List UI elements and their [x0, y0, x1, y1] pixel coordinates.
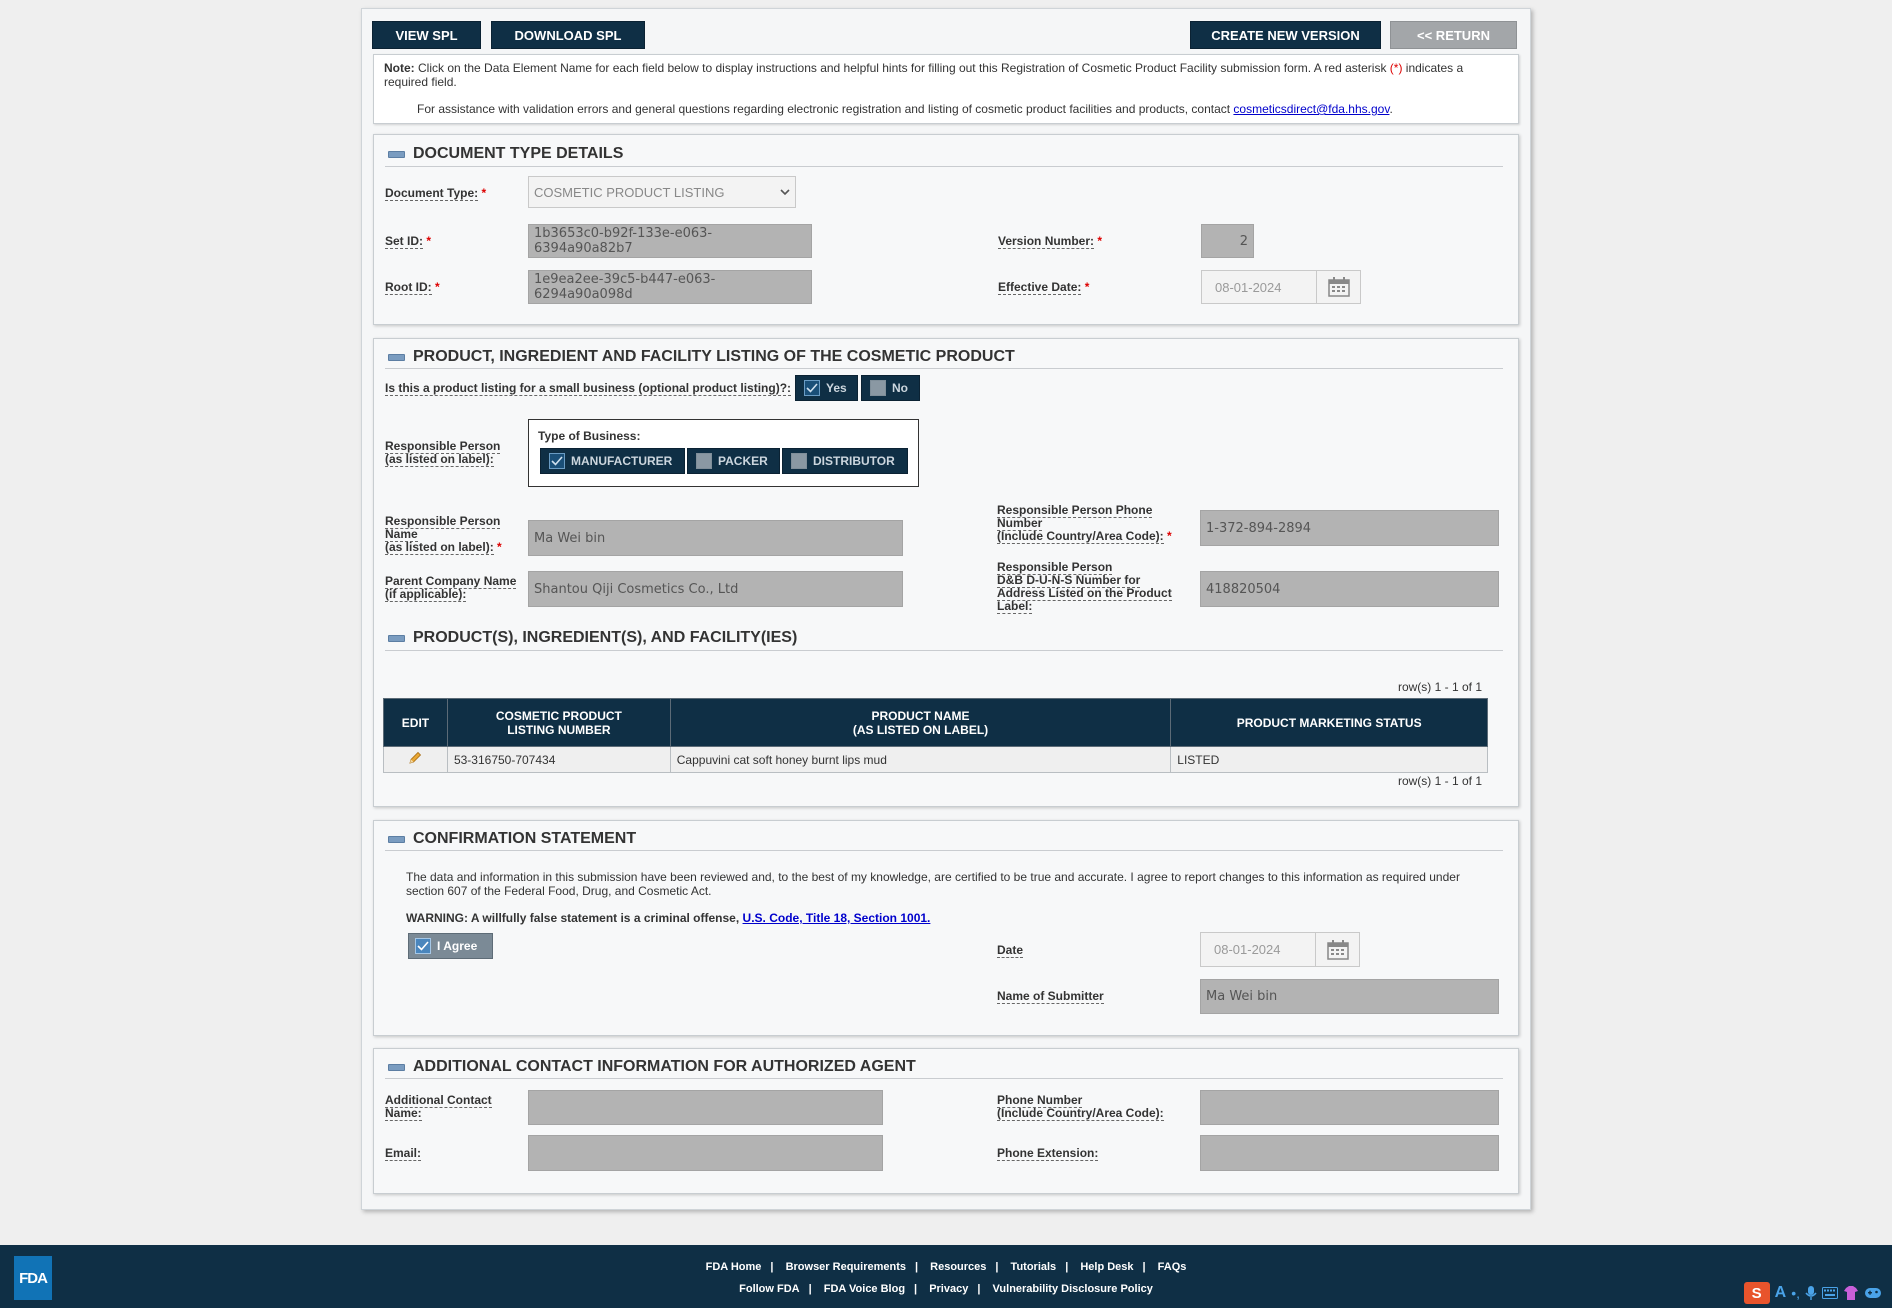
responsible-person-name-label[interactable]: Responsible Person Name (as listed on label): * [385, 514, 502, 554]
assist-text: For assistance with validation errors and general questions regarding electronic registration and listing of cosmetic product facilities and products, contact [417, 102, 1234, 116]
edit-cell[interactable] [384, 747, 448, 773]
small-business-yes-checkbox[interactable]: Yes [795, 375, 858, 401]
manufacturer-checkbox[interactable]: MANUFACTURER [540, 448, 685, 474]
ime-language-icon[interactable]: A [1774, 1284, 1787, 1301]
marketing-status-cell: LISTED [1171, 747, 1488, 773]
footer-link-vulnerability-disclosure[interactable]: Vulnerability Disclosure Policy [992, 1283, 1153, 1295]
download-spl-button[interactable]: DOWNLOAD SPL [491, 21, 645, 49]
footer-link-tutorials[interactable]: Tutorials [1010, 1261, 1057, 1273]
responsible-person-name-field[interactable]: Ma Wei bin [528, 520, 903, 556]
authorized-agent-section [373, 1048, 1519, 1194]
checkbox-icon [696, 453, 712, 469]
column-header-marketing-status[interactable]: PRODUCT MARKETING STATUS [1171, 699, 1488, 747]
footer-link-help-desk[interactable]: Help Desk [1080, 1261, 1134, 1273]
shirt-icon[interactable] [1843, 1285, 1859, 1301]
effective-date-value: 08-01-2024 [1215, 279, 1282, 295]
name-of-submitter-label[interactable]: Name of Submitter [997, 989, 1104, 1003]
responsible-person-phone-field[interactable]: 1-372-894-2894 [1200, 510, 1499, 546]
column-header-edit: EDIT [384, 699, 448, 747]
products-table [383, 698, 1488, 773]
footer-link-resources[interactable]: Resources [930, 1261, 987, 1273]
checkbox-icon [870, 380, 886, 396]
parent-company-field[interactable]: Shantou Qiji Cosmetics Co., Ltd [528, 571, 903, 607]
authorized-agent-title[interactable]: ADDITIONAL CONTACT INFORMATION FOR AUTHORIZED AGENT [388, 1058, 916, 1076]
column-header-listing-number[interactable]: COSMETIC PRODUCT LISTING NUMBER [447, 699, 670, 747]
effective-date-field[interactable] [1201, 270, 1361, 304]
root-id-label[interactable]: Root ID: * [385, 280, 440, 294]
duns-number-field[interactable]: 418820504 [1200, 571, 1499, 607]
ime-logo-icon[interactable]: S [1744, 1282, 1770, 1304]
product-listing-section [373, 338, 1519, 807]
confirmation-date-value: 08-01-2024 [1214, 942, 1281, 957]
fda-logo[interactable]: FDA [14, 1256, 52, 1300]
column-header-product-name[interactable]: PRODUCT NAME (AS LISTED ON LABEL) [670, 699, 1171, 747]
confirmation-section [373, 820, 1519, 1036]
phone-extension-field[interactable] [1200, 1135, 1499, 1171]
version-number-label[interactable]: Version Number: * [998, 234, 1103, 248]
document-type-label[interactable]: Document Type: * [385, 186, 487, 200]
form-container [361, 8, 1531, 1210]
note-box [373, 54, 1519, 124]
additional-contact-name-field[interactable] [528, 1090, 883, 1125]
ime-punctuation-icon[interactable]: •, [1791, 1285, 1800, 1301]
document-type-title[interactable]: DOCUMENT TYPE DETAILS [388, 145, 623, 163]
product-name-cell: Cappuvini cat soft honey burnt lips mud [670, 747, 1171, 773]
keyboard-icon[interactable] [1822, 1287, 1838, 1299]
set-id-field[interactable]: 1b3653c0-b92f-133e-e063-6394a90a82b7 [528, 224, 812, 258]
confirmation-title[interactable]: CONFIRMATION STATEMENT [388, 830, 636, 848]
root-id-field[interactable]: 1e9ea2ee-39c5-b447-e063-6294a90a098d [528, 270, 812, 304]
return-button[interactable]: << RETURN [1390, 21, 1517, 49]
footer-link-browser-requirements[interactable]: Browser Requirements [785, 1261, 906, 1273]
microphone-icon[interactable] [1805, 1285, 1817, 1301]
document-type-select[interactable]: COSMETIC PRODUCT LISTING [528, 176, 796, 208]
check-icon [415, 938, 431, 954]
distributor-checkbox[interactable]: DISTRIBUTOR [782, 448, 908, 474]
packer-checkbox[interactable]: PACKER [687, 448, 780, 474]
i-agree-checkbox[interactable]: I Agree [408, 933, 493, 959]
small-business-no-checkbox[interactable]: No [861, 375, 920, 401]
footer [0, 1245, 1892, 1308]
products-table-title[interactable]: PRODUCT(S), INGREDIENT(S), AND FACILITY(IES) [388, 629, 797, 647]
collapse-icon[interactable] [388, 635, 405, 642]
footer-link-follow-fda[interactable]: Follow FDA [739, 1283, 800, 1295]
small-business-label[interactable]: Is this a product listing for a small business (optional product listing)?: [385, 381, 792, 395]
row-count-bottom: row(s) 1 - 1 of 1 [1397, 774, 1482, 788]
calendar-icon[interactable] [1315, 933, 1359, 966]
date-label[interactable]: Date [997, 943, 1024, 957]
responsible-person-label[interactable]: Responsible Person (as listed on label): [385, 439, 501, 466]
collapse-icon[interactable] [388, 1064, 405, 1071]
contact-email-link[interactable]: cosmeticsdirect@fda.hhs.gov [1233, 102, 1390, 116]
system-tray [1744, 1282, 1882, 1304]
chevron-down-icon [780, 189, 790, 196]
note-text: Click on the Data Element Name for each field below to display instructions and helpful hints for filling out this Registration of Cosmetic Product Facility submission form. A red asterisk [414, 61, 1390, 75]
confirmation-statement: The data and information in this submission have been reviewed and, to the best of my knowledge, are certified to be true and accurate. I agree to report changes to this information as required under section 607 of the Federal Food, Drug, and Cosmetic Act. [406, 870, 1460, 898]
row-count-top: row(s) 1 - 1 of 1 [1397, 680, 1482, 694]
collapse-icon[interactable] [388, 836, 405, 843]
version-number-field[interactable]: 2 [1201, 224, 1254, 258]
name-of-submitter-field[interactable]: Ma Wei bin [1200, 979, 1499, 1014]
type-of-business-box [528, 419, 919, 487]
confirmation-date-field[interactable] [1200, 932, 1360, 967]
product-listing-title[interactable]: PRODUCT, INGREDIENT AND FACILITY LISTING OF THE COSMETIC PRODUCT [388, 348, 1015, 366]
additional-contact-name-label[interactable]: Additional Contact Name: [385, 1093, 492, 1120]
check-icon [549, 453, 565, 469]
check-icon [804, 380, 820, 396]
warning-text: WARNING: A willfully false statement is a criminal offense, U.S. Code, Title 18, Section 1001. [406, 911, 931, 925]
pencil-icon[interactable] [408, 751, 422, 765]
collapse-icon[interactable] [388, 151, 405, 158]
type-of-business-label: Type of Business: [538, 429, 641, 443]
responsible-person-phone-label[interactable]: Responsible Person Phone Number (Include Country/Area Code): * [997, 503, 1172, 543]
footer-links-row-1: FDA Home | Browser Requirements | Resources | Tutorials | Help Desk | FAQs [705, 1261, 1187, 1273]
parent-company-label[interactable]: Parent Company Name (if applicable): [385, 574, 517, 601]
footer-link-fda-home[interactable]: FDA Home [705, 1261, 762, 1273]
note-prefix: Note: [384, 61, 415, 75]
gamepad-icon[interactable] [1864, 1286, 1882, 1300]
listing-number-cell: 53-316750-707434 [447, 747, 670, 773]
footer-links-row-2: Follow FDA | FDA Voice Blog | Privacy | Vulnerability Disclosure Policy [739, 1283, 1153, 1295]
calendar-icon[interactable] [1316, 271, 1360, 303]
table-row [384, 747, 1488, 773]
view-spl-button[interactable]: VIEW SPL [372, 21, 481, 49]
us-code-link[interactable]: U.S. Code, Title 18, Section 1001. [742, 911, 931, 925]
agent-phone-number-field[interactable] [1200, 1090, 1499, 1125]
footer-link-privacy[interactable]: Privacy [929, 1283, 969, 1295]
required-asterisk-legend: (*) [1389, 61, 1403, 75]
agent-phone-number-label[interactable]: Phone Number (Include Country/Area Code): [997, 1093, 1164, 1120]
create-new-version-button[interactable]: CREATE NEW VERSION [1190, 21, 1381, 49]
note-text-2: indicates a required field. [384, 61, 1464, 89]
collapse-icon[interactable] [388, 354, 405, 361]
footer-link-faqs[interactable]: FAQs [1157, 1261, 1187, 1273]
document-type-section [373, 134, 1519, 325]
assist-period: . [1389, 102, 1393, 116]
email-label[interactable]: Email: [385, 1146, 422, 1160]
effective-date-label[interactable]: Effective Date: * [998, 280, 1090, 294]
checkbox-icon [791, 453, 807, 469]
set-id-label[interactable]: Set ID: * [385, 234, 432, 248]
email-field[interactable] [528, 1135, 883, 1171]
duns-number-label[interactable]: Responsible Person D&B D-U-N-S Number for Address Listed on the Product Label: [997, 560, 1172, 613]
phone-extension-label[interactable]: Phone Extension: [997, 1146, 1099, 1160]
footer-link-fda-voice-blog[interactable]: FDA Voice Blog [823, 1283, 906, 1295]
